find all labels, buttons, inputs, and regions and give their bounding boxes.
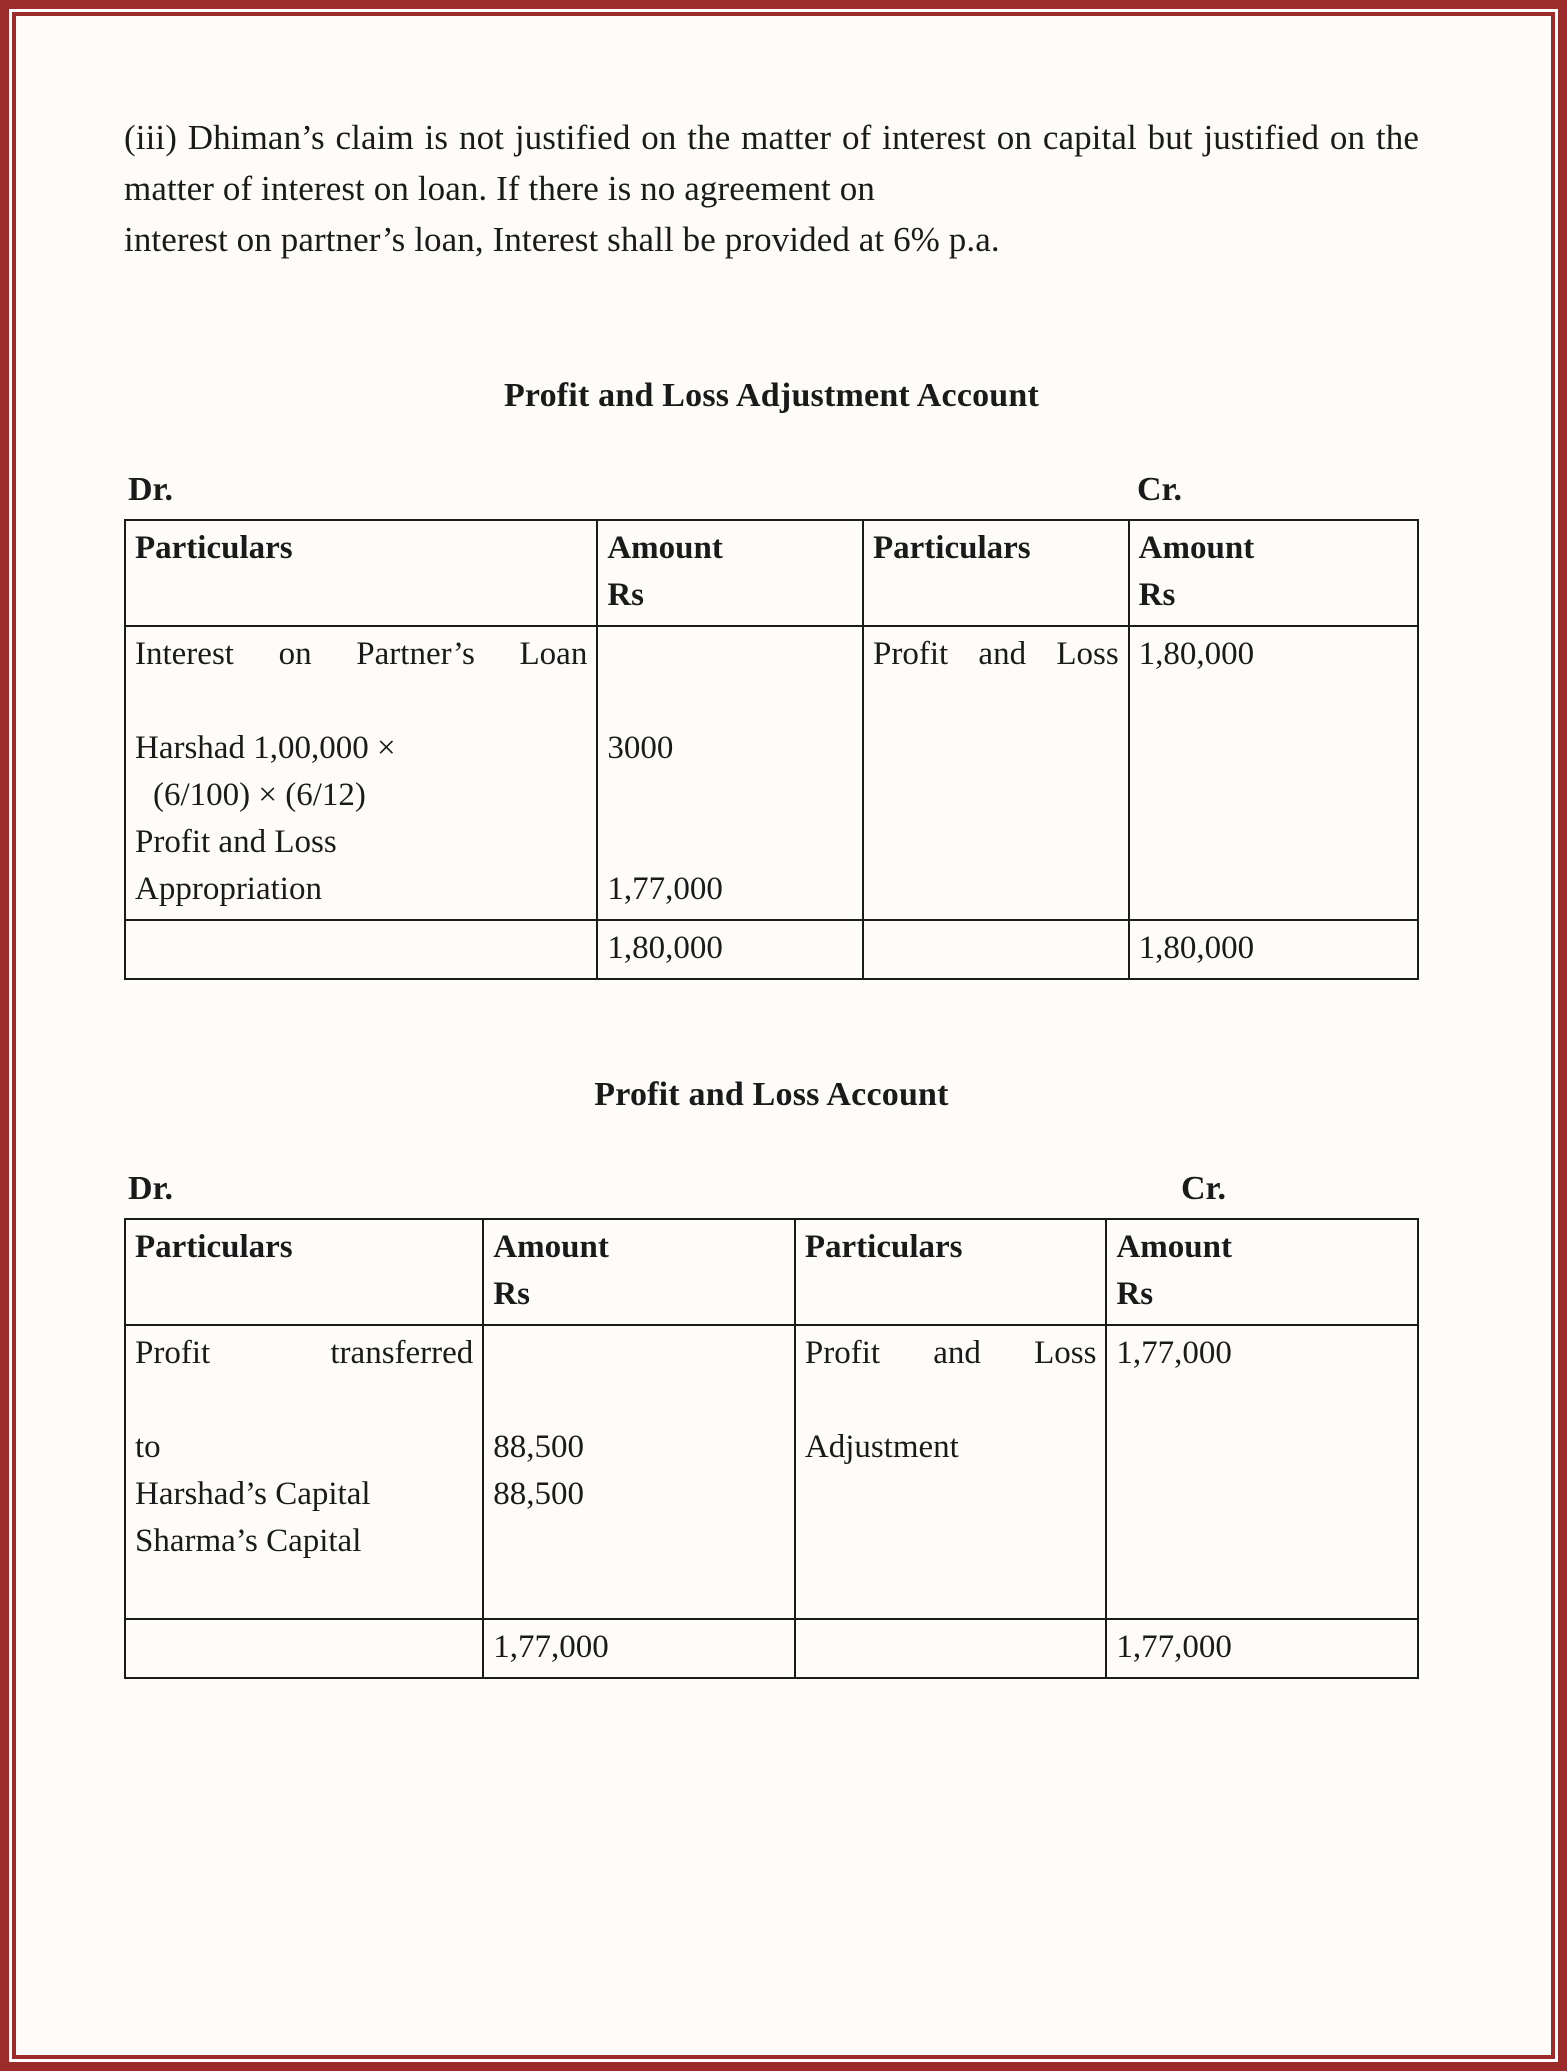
document-page <box>16 16 1551 2055</box>
table1-debit-line-5: Appropriation <box>135 871 322 907</box>
table2-debit-particulars-cell <box>125 1325 483 1619</box>
table1-debit-amount-interest: 3000 <box>607 730 674 766</box>
table1-total-debit: 1,80,000 <box>597 920 863 979</box>
table2-dr-label: Dr. <box>128 1170 174 1207</box>
table1-header-particulars-debit: Particulars <box>125 520 597 626</box>
table2-header-amount-credit-line1: Amount <box>1116 1229 1232 1265</box>
table2-debit-line-1: Profit transferred <box>135 1335 474 1371</box>
table2-header-particulars-debit: Particulars <box>125 1219 483 1325</box>
table1-total-credit: 1,80,000 <box>1129 920 1418 979</box>
paragraph-line-3: interest on partner’s loan, Interest shall be provided at 6% p.a. <box>124 220 1000 259</box>
table2-header-particulars-credit: Particulars <box>795 1219 1107 1325</box>
table1-total-row <box>125 920 1418 979</box>
table1-total-blank-credit <box>863 920 1129 979</box>
answer-paragraph-iii <box>124 112 1419 265</box>
table1-credit-line-1: Profit and Loss <box>873 636 1119 672</box>
table1-header-amount-credit-line1: Amount <box>1138 530 1255 566</box>
table2-total-blank-debit <box>125 1619 483 1678</box>
table2-debit-amount-sharma: 88,500 <box>493 1476 585 1512</box>
table1-header-amount-debit-line2: Rs <box>607 577 645 613</box>
table2-total-credit: 1,77,000 <box>1106 1619 1418 1678</box>
table1-debit-amount-appropriation: 1,77,000 <box>607 871 723 907</box>
table1-title: Profit and Loss Adjustment Account <box>503 377 1040 414</box>
table-row <box>125 1325 1418 1619</box>
table2-header-amount-credit-line2: Rs <box>1116 1276 1154 1312</box>
table1-debit-line-1: Interest on Partner’s Loan <box>135 636 588 672</box>
spacer <box>124 1114 1419 1170</box>
table1-debit-line-2: Harshad 1,00,000 × <box>135 730 396 766</box>
table1-cr-label: Cr. <box>1136 471 1182 508</box>
table2-debit-line-3: Harshad’s Capital <box>135 1476 371 1512</box>
table2-credit-amount-cell: 1,77,000 <box>1106 1325 1418 1619</box>
table1-credit-amount-cell: 1,80,000 <box>1129 626 1418 920</box>
table1-header-amount-credit-line2: Rs <box>1138 577 1176 613</box>
table2-debit-amount-cell <box>483 1325 795 1619</box>
paragraph-line-2: justified on the matter of interest on loan. If there is no agreement on <box>124 118 1419 208</box>
table2-total-debit: 1,77,000 <box>483 1619 795 1678</box>
table2-debit-line-2: to <box>135 1429 161 1465</box>
table1-debit-amount-cell <box>597 626 863 920</box>
table1-header-row <box>125 520 1418 626</box>
spacer <box>124 980 1419 1076</box>
table1-total-blank-debit <box>125 920 597 979</box>
table2-credit-particulars-cell <box>795 1325 1107 1619</box>
table1-debit-line-3: (6/100) × (6/12) <box>153 777 366 813</box>
table1-drcr-labels <box>124 471 1419 509</box>
table1-debit-line-4: Profit and Loss <box>135 824 337 860</box>
table2-drcr-labels <box>124 1170 1419 1208</box>
table2-header-amount-credit <box>1106 1219 1418 1325</box>
table2-credit-line-2: Adjustment <box>804 1429 959 1465</box>
profit-and-loss-adjustment-account-table <box>124 519 1419 980</box>
paragraph-line-1: (iii) Dhiman’s claim is not justified on the matter of interest on capital but <box>124 118 1193 157</box>
table2-cr-label: Cr. <box>1180 1170 1226 1207</box>
profit-and-loss-account-table <box>124 1218 1419 1679</box>
table2-credit-line-1: Profit and Loss <box>804 1335 1097 1371</box>
table1-debit-particulars-cell <box>125 626 597 920</box>
table2-total-blank-credit <box>795 1619 1107 1678</box>
table-row <box>125 626 1418 920</box>
table2-header-amount-debit-line1: Amount <box>493 1229 609 1265</box>
table2-header-amount-debit-line2: Rs <box>493 1276 530 1312</box>
table2-total-row <box>125 1619 1418 1678</box>
table1-header-amount-debit-line1: Amount <box>607 530 723 566</box>
table1-dr-label: Dr. <box>128 471 174 508</box>
table2-debit-amount-harshad: 88,500 <box>493 1429 585 1465</box>
table2-header-row <box>125 1219 1418 1325</box>
table1-credit-particulars-cell <box>863 626 1129 920</box>
document-content <box>124 112 1419 1679</box>
table1-header-amount-credit <box>1129 520 1418 626</box>
table2-debit-line-4: Sharma’s Capital <box>135 1523 362 1559</box>
spacer <box>124 265 1419 377</box>
table1-header-amount-debit <box>597 520 863 626</box>
table2-title: Profit and Loss Account <box>594 1076 949 1113</box>
table1-header-particulars-credit: Particulars <box>863 520 1129 626</box>
page-border-inner <box>9 9 1558 2062</box>
spacer <box>124 415 1419 471</box>
table2-header-amount-debit <box>483 1219 795 1325</box>
